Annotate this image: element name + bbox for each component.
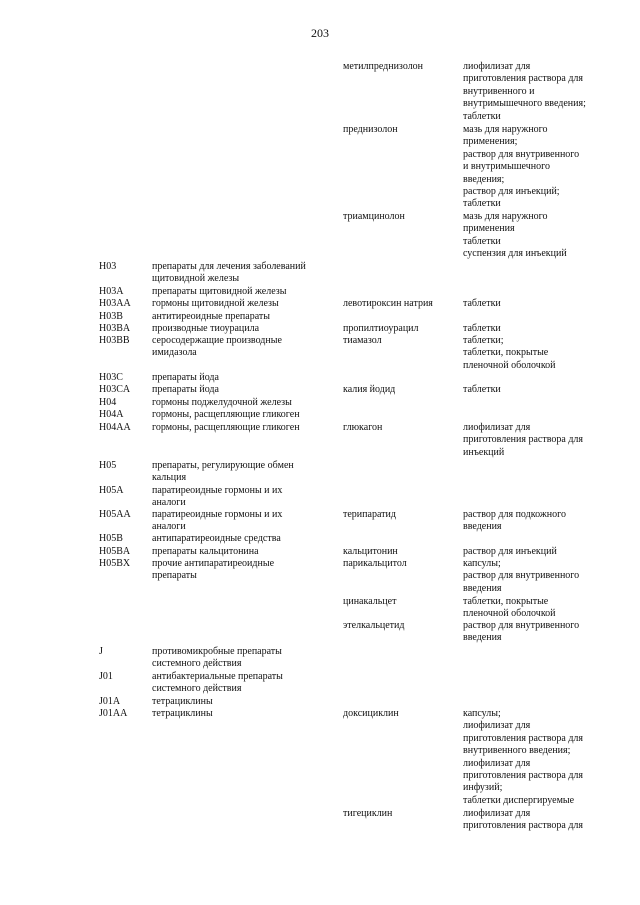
dosage-forms: таблетки [463,323,501,334]
pharmacological-group: антитиреоидные препараты [152,311,270,322]
pharmacological-group: препараты кальцитонина [152,546,259,557]
pharmacological-group: гормоны, расщепляющие гликоген [152,409,300,420]
drug-name: кальцитонин [343,546,398,557]
dosage-forms: лиофилизат для приготовления раствора для [463,808,583,832]
drug-name: тиамазол [343,335,382,346]
pharmacological-group: производные тиоурацила [152,323,260,334]
pharmacological-group: тетрациклины [152,696,213,707]
atc-code: H03BA [99,323,131,334]
atc-code: H04AA [99,422,131,433]
pharmacological-group: препараты для лечения заболеваний щитовидной железы [152,261,306,285]
drug-name: левотироксин натрия [343,298,433,309]
atc-code: H03CA [99,384,131,395]
pharmacological-group: паратиреоидные гормоны и их аналоги [152,509,283,533]
dosage-forms: таблетки; таблетки, покрытые пленочной оболочкой [463,335,556,371]
pharmacological-group: антибактериальные препараты системного действия [152,671,283,695]
atc-code: H05B [99,533,123,544]
atc-code: H05A [99,485,124,496]
pharmacological-group: антипаратиреоидные средства [152,533,281,544]
drug-name: этелкальцетид [343,620,405,631]
pharmacological-group: тетрациклины [152,708,213,719]
dosage-forms: раствор для внутривенного введения [463,620,580,644]
drug-name: калия йодид [343,384,396,395]
dosage-forms: раствор для подкожного введения [463,509,566,533]
drug-name: тигециклин [343,808,393,819]
pharmacological-group: препараты йода [152,372,219,383]
atc-code: H05BA [99,546,131,557]
drug-name: доксициклин [343,708,399,719]
atc-code: H04 [99,397,117,408]
dosage-forms: мазь для наружного применения; раствор для внутривенного и внутримышечного введения; раствор для инъекций; таблетки [463,124,580,210]
dosage-forms: мазь для наружного применения таблетки суспензия для инъекций [463,211,567,260]
dosage-forms: таблетки [463,384,501,395]
atc-code: H04A [99,409,124,420]
atc-code: H03AA [99,298,131,309]
pharmacological-group: прочие антипаратиреоидные препараты [152,558,275,582]
pharmacological-group: серосодержащие производные имидазола [152,335,282,359]
dosage-forms: раствор для инъекций [463,546,557,557]
pharmacological-group: препараты йода [152,384,219,395]
atc-code: H03A [99,286,124,297]
atc-code: H05AA [99,509,131,520]
drug-name: парикальцитол [343,558,407,569]
atc-code: J01 [99,671,113,682]
drug-name: пропилтиоурацил [343,323,419,334]
pharmacological-group: препараты, регулирующие обмен кальция [152,460,294,484]
pharmacological-group: гормоны поджелудочной железы [152,397,292,408]
dosage-forms: лиофилизат для приготовления раствора для инъекций [463,422,583,458]
pharmacological-group: препараты щитовидной железы [152,286,287,297]
drug-name: цинакальцет [343,596,397,607]
pharmacological-group: паратиреоидные гормоны и их аналоги [152,485,283,509]
atc-code: H03C [99,372,123,383]
dosage-forms: капсулы; раствор для внутривенного введения [463,558,580,594]
atc-code: H03BB [99,335,130,346]
drug-name: глюкагон [343,422,383,433]
atc-code: H05 [99,460,117,471]
page-number: 203 [311,26,329,40]
pharmacological-group: противомикробные препараты системного действия [152,646,282,670]
atc-code: J [99,646,103,657]
drug-name: преднизолон [343,124,398,135]
atc-code: H03B [99,311,123,322]
pharmacological-group: гормоны, расщепляющие гликоген [152,422,300,433]
atc-code: J01AA [99,708,128,719]
dosage-forms: лиофилизат для приготовления раствора для внутривенного и внутримышечного введения; таблетки [463,61,586,122]
dosage-forms: капсулы; лиофилизат для приготовления раствора для внутривенного введения; лиофилизат для приготовления раствора для инфузий; таблетки диспергируемые [463,708,583,806]
atc-code: H03 [99,261,117,272]
drug-name: метилпреднизолон [343,61,424,72]
dosage-forms: таблетки [463,298,501,309]
atc-code: H05BX [99,558,131,569]
atc-code: J01A [99,696,121,707]
drug-name: триамцинолон [343,211,405,222]
pharmacological-group: гормоны щитовидной железы [152,298,279,309]
dosage-forms: таблетки, покрытые пленочной оболочкой [463,596,556,620]
drug-name: терипаратид [343,509,396,520]
